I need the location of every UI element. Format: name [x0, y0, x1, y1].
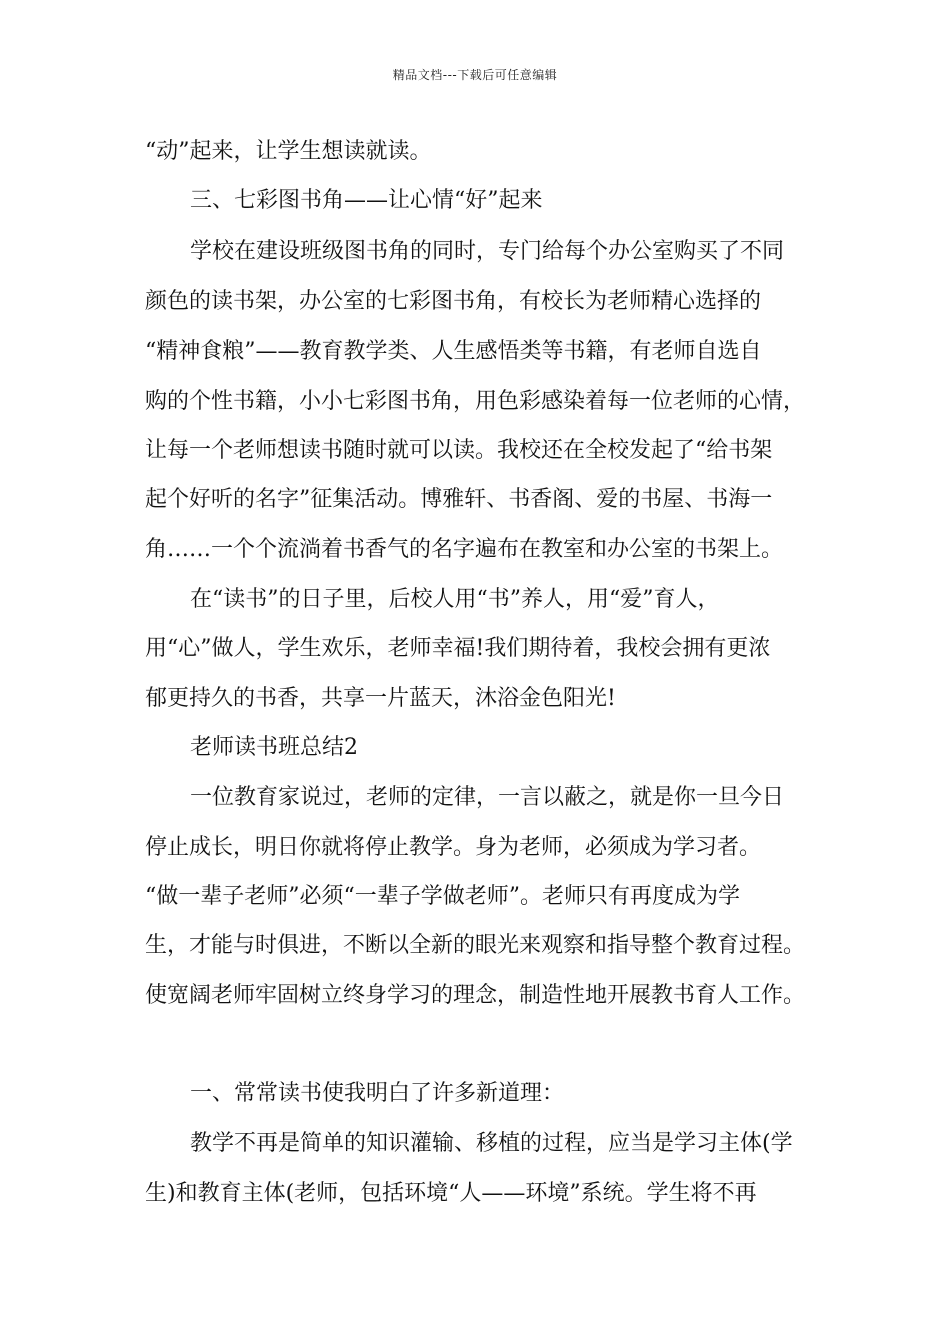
section-heading: 一、常常读书使我明白了许多新道理：: [190, 1081, 565, 1106]
text-line: 起个好听的名字”征集活动。博雅轩、书香阁、爱的书屋、书海一: [145, 487, 773, 512]
text-line: 一位教育家说过，老师的定律，一言以蔽之，就是你一旦今日: [190, 785, 785, 810]
text-line: 用“心”做人，学生欢乐，老师幸福!我们期待着，我校会拥有更浓: [145, 636, 771, 661]
page-header: 精品文档---下载后可任意编辑: [392, 68, 558, 82]
text-line: 生，才能与时俱进，不断以全新的眼光来观察和指导整个教育过程。: [145, 933, 806, 958]
text-line: 角……一个个流淌着书香气的名字遍布在教室和办公室的书架上。: [145, 537, 784, 562]
section-heading: 三、七彩图书角——让心情“好”起来: [190, 188, 543, 213]
text-line: 使宽阔老师牢固树立终身学习的理念，制造性地开展教书育人工作。: [145, 983, 806, 1008]
text-line: “动”起来，让学生想读就读。: [145, 139, 432, 164]
text-line: 在“读书”的日子里，后校人用“书”养人，用“爱”育人，: [190, 587, 720, 612]
text-line: 停止成长，明日你就将停止教学。身为老师，必须成为学习者。: [145, 835, 762, 860]
text-line: “精神食粮”——教育教学类、人生感悟类等书籍，有老师自选自: [145, 339, 762, 364]
text-line: “做一辈子老师”必须“一辈子学做老师”。老师只有再度成为学: [145, 884, 740, 909]
text-line: 学校在建设班级图书角的同时，专门给每个办公室购买了不同: [190, 239, 785, 264]
text-line: 颜色的读书架，办公室的七彩图书角，有校长为老师精心选择的: [145, 289, 762, 314]
document-subtitle: 老师读书班总结2: [190, 735, 358, 760]
text-line: 生)和教育主体(老师，包括环境“人——环境”系统。学生将不再: [145, 1181, 757, 1206]
text-line: 郁更持久的书香，共享一片蓝天，沐浴金色阳光!: [145, 686, 616, 711]
text-line: 教学不再是简单的知识灌输、移植的过程，应当是学习主体(学: [190, 1131, 793, 1156]
text-line: 购的个性书籍，小小七彩图书角，用色彩感染着每一位老师的心情，: [145, 389, 806, 414]
text-line: 让每一个老师想读书随时就可以读。我校还在全校发起了“给书架: [145, 438, 773, 463]
